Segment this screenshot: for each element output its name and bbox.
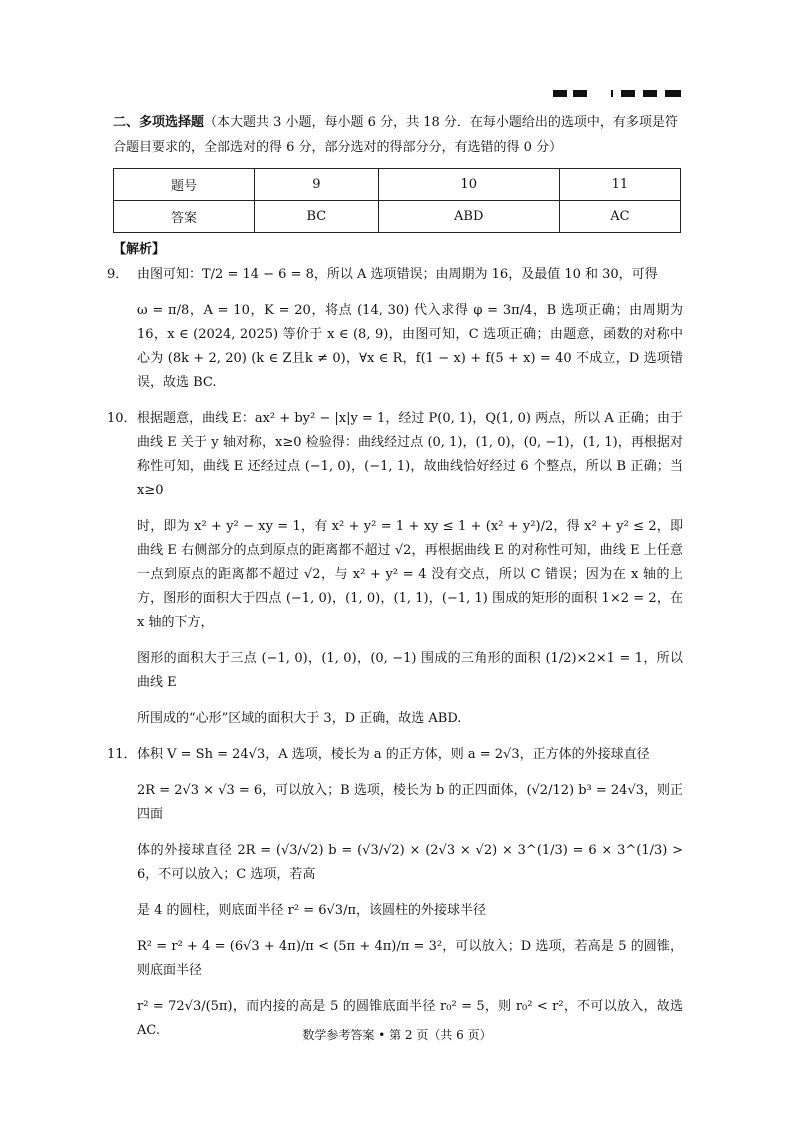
solution-number: 10． (107, 411, 137, 426)
mark-4 (621, 90, 635, 97)
solution-line: 体积 V = Sh = 24√3，A 选项，棱长为 a 的正方体，则 a = 2√3，正方体的外接球直径 (137, 747, 650, 762)
solution-9 (107, 263, 683, 395)
solution-line: 所围成的“心形”区域的面积大于 3，D 正确，故选 ABD. (137, 711, 462, 726)
answer-table (113, 168, 681, 233)
analysis-label: 【解析】 (113, 242, 166, 257)
answer-9: BC (255, 201, 379, 233)
mark-5 (643, 90, 657, 97)
solution-number: 9． (107, 267, 129, 282)
section-instructions: （本大题共 3 小题，每小题 6 分，共 18 分．在每小题给出的选项中，有多项是符合题目要求的，全部选对的得 6 分，部分选对的得部分分，有选错的得 0 分） (113, 115, 678, 155)
solution-line: 体的外接球直径 2R = (√3/√2) b = (√3/√2) × (2√3 × √2) × 3^(1/3) = 6 × 3^(1/3) > 6，不可以放入；C 选项，若高 (137, 843, 683, 882)
mark-1 (553, 90, 567, 97)
table-row (114, 201, 681, 233)
question-number-10: 10 (378, 169, 559, 201)
solution-line: ω = π/8，A = 10，K = 20，将点 (14, 30) 代入求得 φ = 3π/4，B 选项正确；由周期为 16，x ∈ (2024, 2025) 等价于 x ∈ (8, 9)，由图可知，C 选项正确；由题意，函数的对称中心为 (8k + 2, 20) (k ∈ Z且k ≠ 0)，∀x ∈ R，f(1 − x) + f(5 + x) = 40 不成立，D 选项错误，故选 BC. (137, 303, 683, 390)
solution-line: 是 4 的圆柱，则底面半径 r² = 6√3/π，该圆柱的外接球半径 (137, 903, 487, 918)
mark-3 (611, 90, 613, 97)
solution-line: 根据题意，曲线 E：ax² + by² − |x|y = 1，经过 P(0, 1)，Q(1, 0) 两点，所以 A 正确；由于曲线 E 关于 y 轴对称，x≥0 检验得：曲线经过点 (0, 1)，(1, 0)，(0, −1)，(1, 1)，再根据对称性可知，曲线 E 还经过点 (−1, 0)，(−1, 1)，故曲线恰好经过 6 个整点，所以 B 正确；当 x≥0 (137, 411, 683, 498)
section-header (113, 110, 683, 160)
solution-number: 11． (107, 747, 137, 762)
solution-line: 2R = 2√3 × √3 = 6，可以放入；B 选项，棱长为 b 的正四面体，(√2/12) b³ = 24√3，则正四面 (137, 783, 683, 822)
solution-line: 由图可知：T/2 = 14 − 6 = 8，所以 A 选项错误；由周期为 16，及最值 10 和 30，可得 (137, 267, 658, 282)
page-footer: 数学参考答案 • 第 2 页（共 6 页） (302, 1028, 492, 1042)
question-number-11: 11 (559, 169, 680, 201)
row-label-number: 题号 (114, 169, 255, 201)
answer-10: ABD (378, 201, 559, 233)
solution-11 (107, 743, 683, 1043)
answer-page (107, 110, 683, 1055)
table-row (114, 169, 681, 201)
row-label-answer: 答案 (114, 201, 255, 233)
answer-11: AC (559, 201, 680, 233)
solution-line: R² = r² + 4 = (6√3 + 4π)/π < (5π + 4π)/π = 3²，可以放入；D 选项，若高是 5 的圆锥，则底面半径 (137, 939, 683, 978)
solution-line: r² = 72√3/(5π)，而内接的高是 5 的圆锥底面半径 r₀² = 5，则 r₀² < r²，不可以放入，故选 AC. (137, 999, 683, 1038)
solution-10 (107, 407, 683, 731)
header-marks (553, 90, 683, 98)
question-number-9: 9 (255, 169, 379, 201)
solution-line: 图形的面积大于三点 (−1, 0)，(1, 0)，(0, −1) 围成的三角形的面积 (1/2)×2×1 = 1，所以曲线 E (137, 651, 683, 690)
section-title: 二、多项选择题 (113, 115, 205, 130)
solution-line: 时，即为 x² + y² − xy = 1，有 x² + y² = 1 + xy ≤ 1 + (x² + y²)/2，得 x² + y² ≤ 2，即曲线 E 右侧部分的点到原点的距离都不超过 √2，再根据曲线 E 的对称性可知，曲线 E 上任意一点到原点的距离都不超过 √2，与 x² + y² = 4 没有交点，所以 C 错误；因为在 x 轴的上方，图形的面积大于四点 (−1, 0)，(1, 0)，(1, 1)，(−1, 1) 围成的矩形的面积 1×2 = 2，在 x 轴的下方， (137, 519, 683, 630)
mark-6 (665, 90, 681, 97)
mark-2 (573, 90, 587, 97)
